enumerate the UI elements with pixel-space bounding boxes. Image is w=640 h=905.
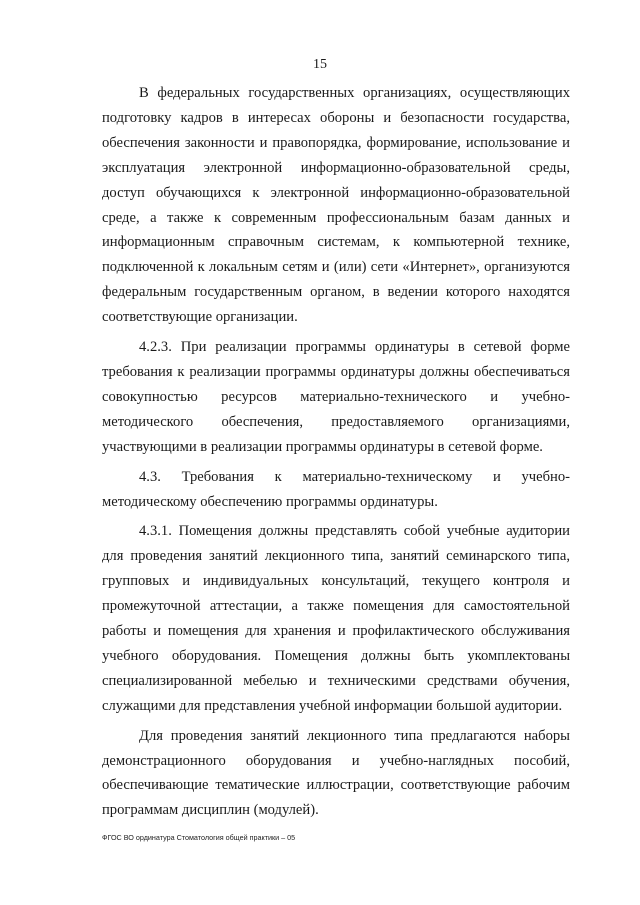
paragraph-4-3: 4.3. Требования к материально-техническому и учебно-методическому обеспечению программы ординатуры.	[102, 468, 570, 510]
footer-document-id: ФГОС ВО ординатура Стоматология общей практики – 05	[102, 833, 296, 842]
paragraph-federal-organizations: В федеральных государственных организациях, осуществляющих подготовку кадров в интересах обороны и безопасности государства, обеспечения законности и правопорядка, формирование, использование и эксплуатация электронной информационно-образовательной среды, доступ обучающихся к электронной информационно-образовательной среде, а также к современным профессиональным базам данных и информационным справочным системам, к компьютерной технике, подключенной к локальным сетям и (или) сети «Интернет», организуются федеральным государственным органом, в ведении которого находятся соответствующие организации.	[102, 85, 570, 326]
document-body	[102, 81, 570, 823]
paragraph-lecture-equipment: Для проведения занятий лекционного типа предлагаются наборы демонстрационного оборудования и учебно-наглядных пособий, обеспечивающие тематические иллюстрации, соответствующие рабочим программам дисциплин (модулей).	[102, 727, 570, 819]
page-number: 15	[313, 57, 327, 72]
paragraph-4-3-1: 4.3.1. Помещения должны представлять собой учебные аудитории для проведения занятий лекционного типа, занятий семинарского типа, групповых и индивидуальных консультаций, текущего контроля и промежуточной аттестации, а также помещения для самостоятельной работы и помещения для хранения и профилактического обслуживания учебного оборудования. Помещения должны быть укомплектованы специализированной мебелью и техническими средствами обучения, служащими для представления учебной информации большой аудитории.	[102, 523, 570, 714]
paragraph-4-2-3: 4.2.3. При реализации программы ординатуры в сетевой форме требования к реализации программы ординатуры должны обеспечиваться совокупностью ресурсов материально-технического и учебно-методического обеспечения, предоставляемого организациями, участвующими в реализации программы ординатуры в сетевой форме.	[102, 339, 570, 455]
